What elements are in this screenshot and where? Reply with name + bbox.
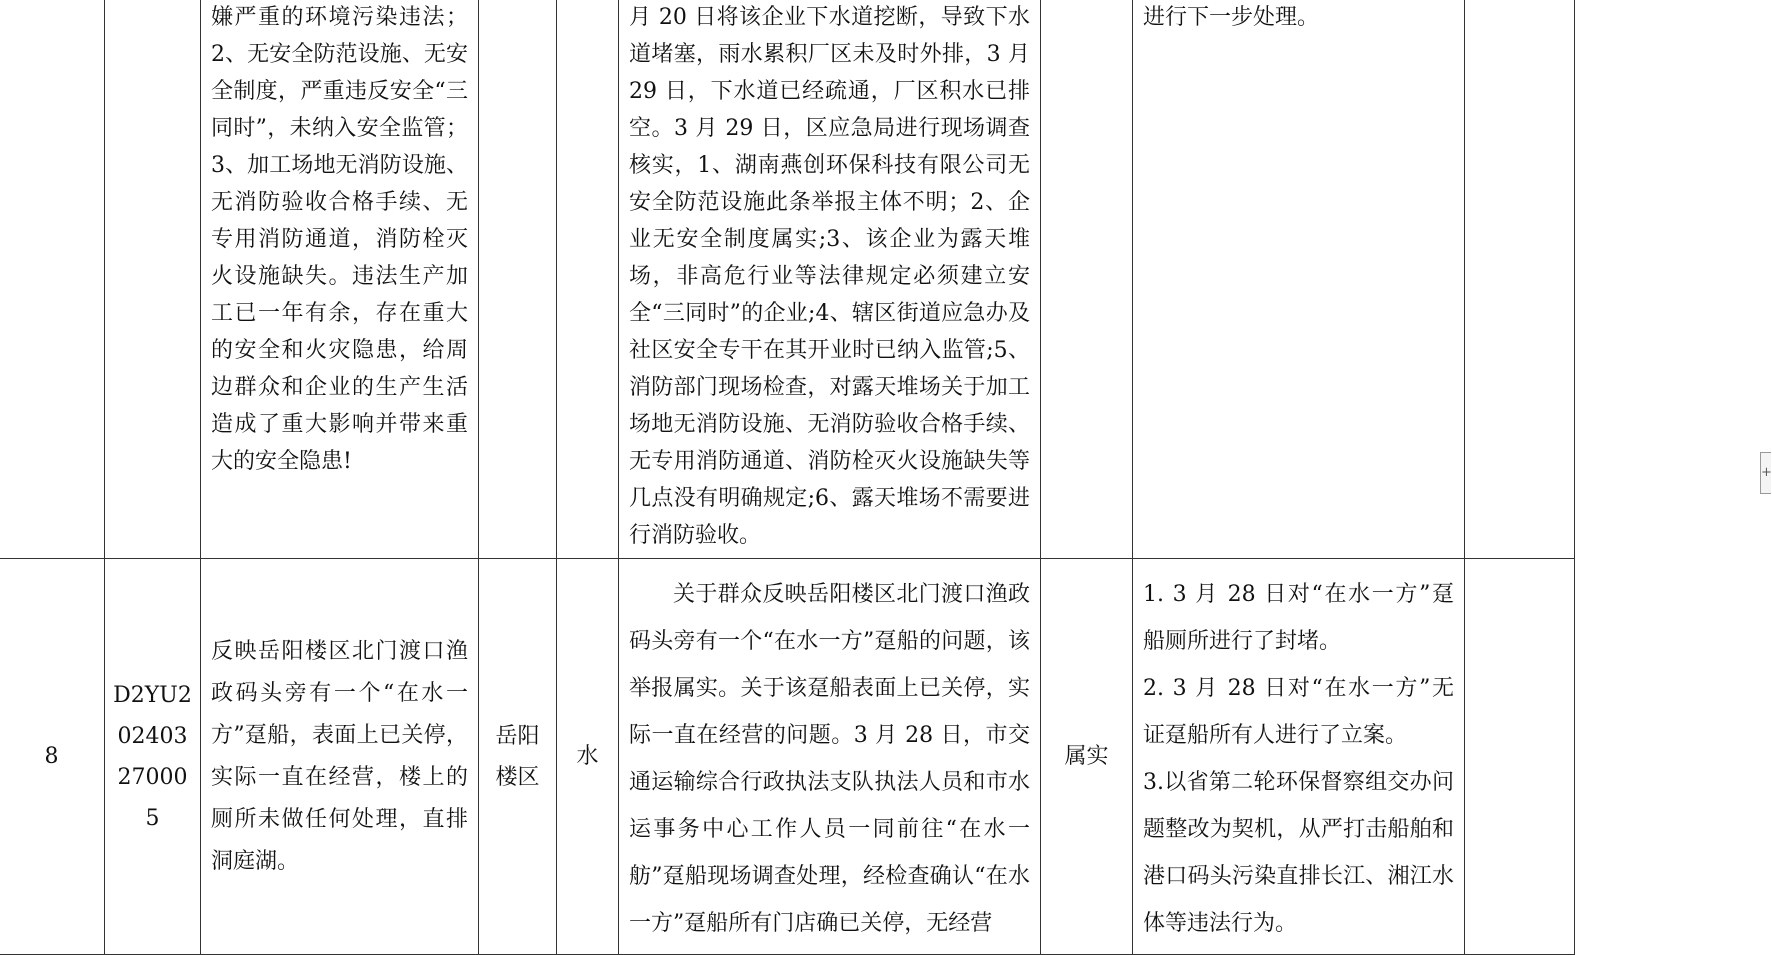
investigation-text: 关于群众反映岳阳楼区北门渡口渔政码头旁有一个“在水一方”趸船的问题，该举报属实。关于该趸船表面上已关停，实际一直在经营的问题。3 月 28 日，市交通运输综合行政执法支队执法人员和市水运事务中心工作人员一同前往“在水一舫”趸船现场调查处理，经检查确认“在水一方”趸船所有门店确已关停，无经营 [629,582,1030,936]
row-number-cell [0,0,105,559]
handling-item: 3.以省第二轮环保督察组交办问题整改为契机，从严打击船舶和港口码头污染直排长江、湘江水体等违法行为。 [1143,770,1454,936]
investigation-cell [619,0,1041,559]
row-number-cell: 8 [0,559,105,955]
district-cell: 岳阳楼区 [479,559,557,955]
finding-cell: 属实 [1041,559,1133,955]
case-code-cell [105,0,201,559]
investigation-text: 月 20 日将该企业下水道挖断，导致下水道堵塞，雨水累积厂区未及时外排，3 月 29 日，下水道已经疏通，厂区积水已排空。3 月 29 日，区应急局进行现场调查核实，1、湖南燕创环保科技有限公司无安全防范设施此条举报主体不明；2、企业无安全制度属实;3、该企业为露天堆场，非高危行业等法律规定必须建立安全“三同时”的企业;4、辖区街道应急办及社区安全专干在其开业时已纳入监管;5、消防部门现场检查，对露天堆场关于加工场地无消防设施、无消防验收合格手续、无专用消防通道、消防栓灭火设施缺失等几点没有明确规定;6、露天堆场不需要进行消防验收。 [629,5,1030,548]
district-cell [479,0,557,559]
complaint-content-cell [201,0,479,559]
handling-item: 1. 3 月 28 日对“在水一方”趸船厕所进行了封堵。 [1143,582,1454,654]
pollution-type-cell [557,0,619,559]
pollution-type-cell: 水 [557,559,619,955]
expand-handle-icon[interactable]: + [1760,452,1771,494]
table-row [0,559,1575,955]
investigation-cell [619,559,1041,955]
case-code-cell: D2YU202403270005 [105,559,201,955]
remark-cell [1465,0,1575,559]
complaint-content-text: 嫌严重的环境污染违法；2、无安全防范设施、无安全制度，严重违反安全“三同时”，未纳入安全监管；3、加工场地无消防设施、无消防验收合格手续、无专用消防通道，消防栓灭火设施缺失。违法生产加工已一年有余，存在重大的安全和火灾隐患，给周边群众和企业的生产生活造成了重大影响并带来重大的安全隐患! [211,5,468,474]
handling-cell [1133,0,1465,559]
complaint-content-cell: 反映岳阳楼区北门渡口渔政码头旁有一个“在水一方”趸船，表面上已关停，实际一直在经营，楼上的厕所未做任何处理，直排洞庭湖。 [201,559,479,955]
handling-cell [1133,559,1465,955]
handling-item: 2. 3 月 28 日对“在水一方”无证趸船所有人进行了立案。 [1143,676,1454,748]
finding-cell [1041,0,1133,559]
handling-text: 进行下一步处理。 [1143,5,1320,30]
remark-cell [1465,559,1575,955]
